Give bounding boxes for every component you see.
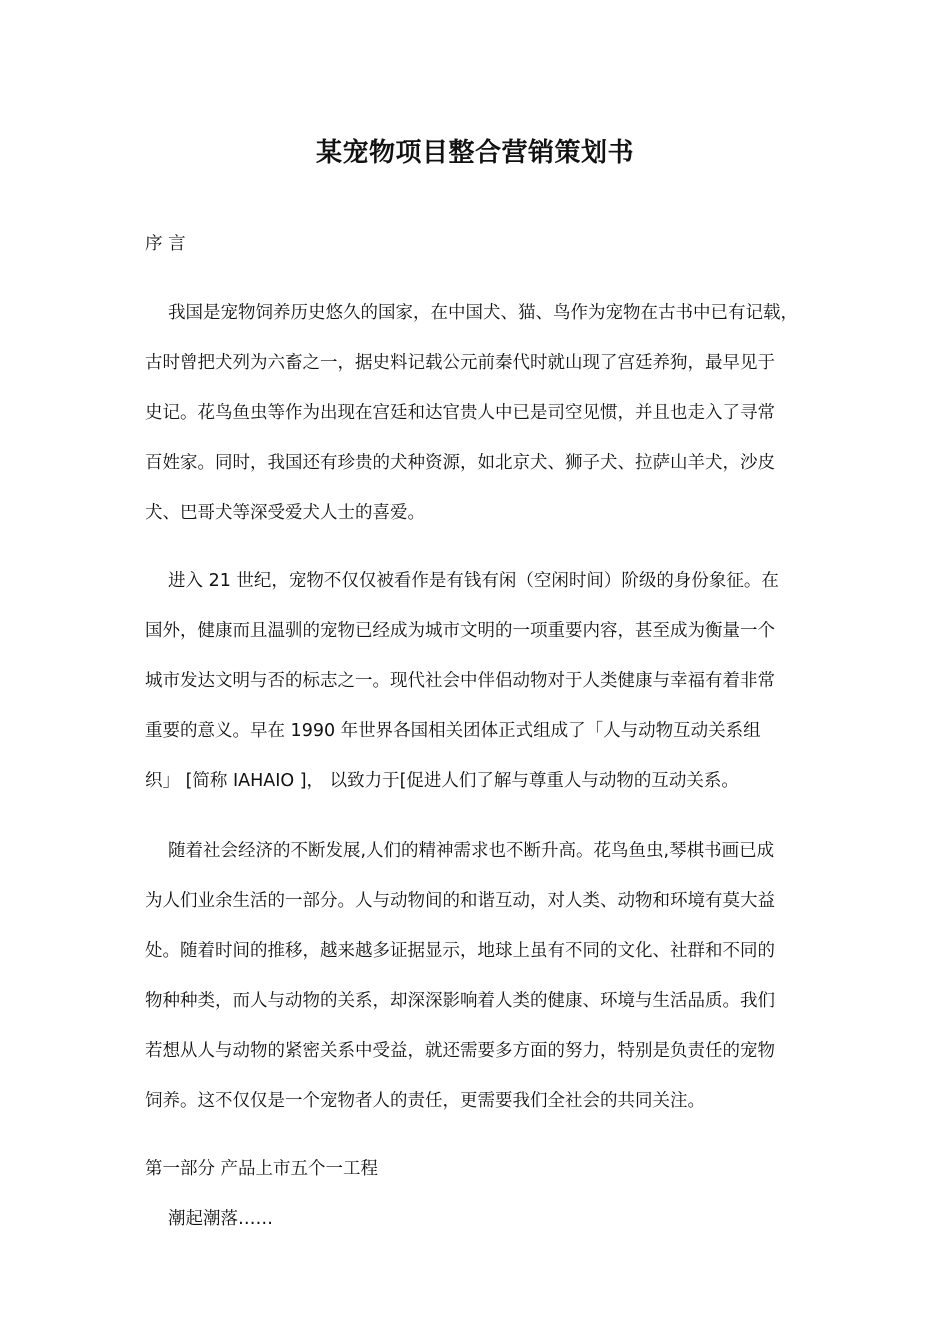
paragraph-line: 国外，健康而且温驯的宠物已经成为城市文明的一项重要内容，甚至成为衡量一个 (145, 621, 775, 641)
paragraph-line: 随着社会经济的不断发展,人们的精神需求也不断升高。花鸟鱼虫,琴棋书画已成 (168, 841, 775, 861)
paragraph-line: 进入 21 世纪，宠物不仅仅被看作是有钱有闲（空闲时间）阶级的身份象征。在 (168, 571, 779, 591)
paragraph-line: 百姓家。同时，我国还有珍贵的犬种资源，如北京犬、狮子犬、拉萨山羊犬，沙皮 (145, 453, 775, 473)
paragraph-line: 史记。花鸟鱼虫等作为出现在宫廷和达官贵人中已是司空见惯，并且也走入了寻常 (145, 403, 775, 423)
section-heading: 第一部分 产品上市五个一工程 (145, 1159, 379, 1179)
section-first-line: 潮起潮落…… (168, 1209, 273, 1229)
paragraph-line: 若想从人与动物的紧密关系中受益，就还需要多方面的努力，特别是负责任的宠物 (145, 1041, 775, 1061)
paragraph-line: 织」 [简称 IAHAIO ]， 以致力于[促进人们了解与尊重人与动物的互动关系。 (145, 771, 739, 791)
paragraph-line: 为人们业余生活的一部分。人与动物间的和谐互动，对人类、动物和环境有莫大益 (145, 891, 775, 911)
paragraph-line: 物种种类，而人与动物的关系，却深深影响着人类的健康、环境与生活品质。我们 (145, 991, 775, 1011)
paragraph-line: 我国是宠物饲养历史悠久的国家，在中国犬、猫、鸟作为宠物在古书中已有记载， (168, 303, 798, 323)
paragraph-line: 城市发达文明与否的标志之一。现代社会中伴侣动物对于人类健康与幸福有着非常 (145, 671, 775, 691)
document-title: 某宠物项目整合营销策划书 (315, 138, 634, 168)
paragraph-line: 古时曾把犬列为六畜之一，据史料记载公元前秦代时就山现了宫廷养狗，最早见于 (145, 353, 775, 373)
paragraph-line: 重要的意义。早在 1990 年世界各国相关团体正式组成了「人与动物互动关系组 (145, 721, 761, 741)
paragraph-line: 处。随着时间的推移，越来越多证据显示，地球上虽有不同的文化、社群和不同的 (145, 941, 775, 961)
paragraph-line: 饲养。这不仅仅是一个宠物者人的责任，更需要我们全社会的共同关注。 (145, 1091, 705, 1111)
preface-heading: 序 言 (145, 234, 186, 254)
paragraph-line: 犬、巴哥犬等深受爱犬人士的喜爱。 (145, 503, 425, 523)
